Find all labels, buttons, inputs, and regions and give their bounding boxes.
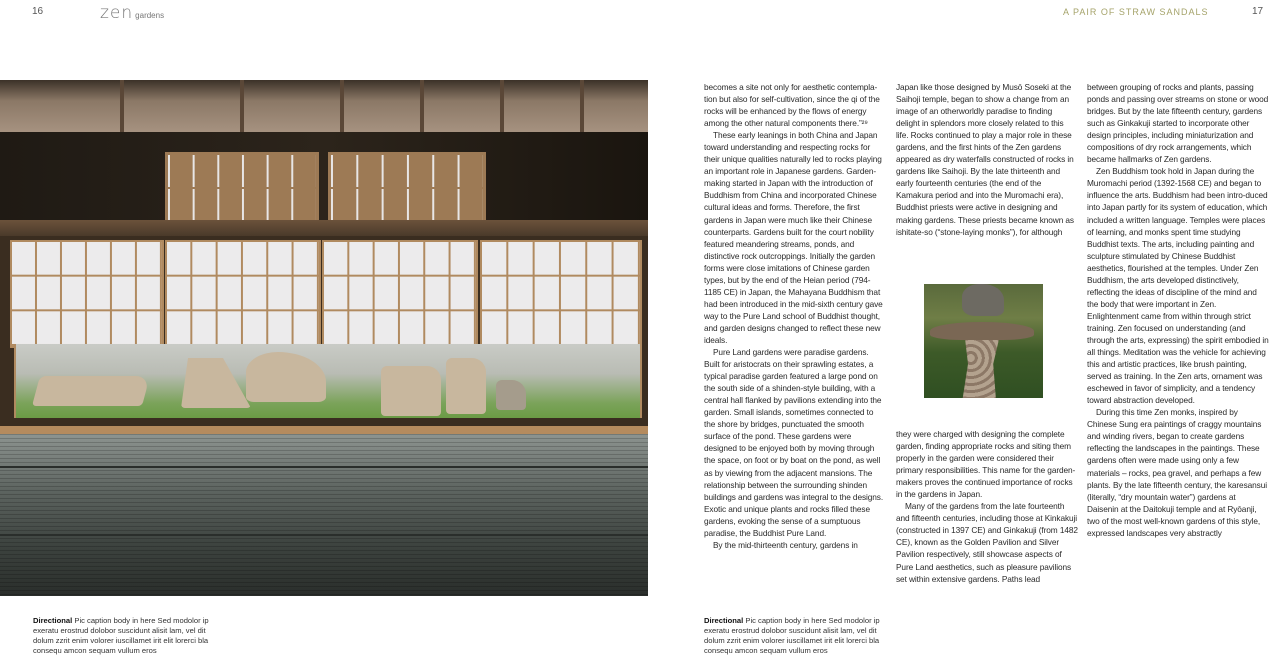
paragraph: Pure Land gardens were paradise gardens. Built for aristocrats on their sprawling estates, a typical paradise garden featured a large pond on the south side of a shinden-style building, with a central hall flanked by pavilions extending into the garden. Small islands, sometimes connected to the shore by bridges, punctuated the smooth surface of the pond. These gardens were designed to be enjoyed both by moving through the space, on foot or by boat on the pond, as well as by viewing from the adjacent mansions. The relationship between the surrounding shinden buildings and gardens was integral to the designs. Exotic and unique plants and rocks filled these gardens, evoking the sense of a sumptuous paradise, the Buddhist Pure Land. (704, 347, 884, 538)
tatami-seam (0, 466, 648, 468)
caption-body: Pic caption body in here Sed modolor ip exeratu erostrud dolobor suscidunt alisit lam, vel dit dolum zzrit enim volorer iuscillamet irit elit lorerci bla consequ amcon sequam vullum eros (704, 616, 880, 655)
page-number-right: 17 (1252, 6, 1264, 17)
paragraph: Zen Buddhism took hold in Japan during the Muromachi period (1392-1568 CE) and began to influence the arts. Buddhism had been intro-duced into Japan partly for its system of education, which included a written language. Temples were places of learning, and monks spent time studying Buddhist texts. The arts, including painting and sculpture stimulated by Chinese Buddhist aesthetics, flourished at the temples. Under Zen Buddhism, the arts developed distinctively, reflecting the ideas of discipline of the mind and the body that were important in Zen. Enlightenment came from within through strict training. Zen focused on understanding (and through the arts, expressing) the spirit embodied in all things. Meditation was the vehicle for achieving this and artistic practices, like brush painting, served as training. In the Zen arts, ornament was eschewed in favor of simplicity, and a tendency toward abstraction developed. (1087, 166, 1269, 406)
ceiling-beam (240, 80, 244, 132)
shoji-panel (480, 240, 642, 348)
shoji-panel (10, 240, 164, 348)
garden-rock (246, 352, 326, 402)
shoji-panel (322, 240, 478, 348)
photo-ceiling (0, 80, 648, 132)
garden-rock (446, 358, 486, 414)
brand-zen: zen (100, 3, 134, 23)
shoji-panel (165, 240, 321, 348)
text-column-3 (1087, 81, 1269, 539)
window-sill (0, 426, 648, 434)
photo-upper-wall (0, 132, 648, 232)
tatami-seam (0, 534, 648, 536)
inset-stone-bridge (930, 322, 1034, 340)
paragraph: Japan like those designed by Musō Soseki at the Saihoji temple, began to show a change from an image of an otherworldly paradise to finding delight in splendors more closely related to this life. Rocks continued to play a major role in these gardens, and the first hints of the Zen gardens appeared as dry waterfalls constructed of rocks in gardens like Saihoji. By the late thirteenth and early fourteenth centuries (the end of the Kamakura period and into the Muromachi era), Buddhist priests were active in designing and making gardens. These priests became known as ishitate-so (“stone-laying monks”), for although (896, 82, 1074, 237)
paragraph: These early leanings in both China and Japan toward understanding and respecting rocks for their unique qualities naturally led to rocks playing an important role in Japanese gardens. Garden-making started in Japan with the introduction of Buddhism from China and incorporated Chinese cultural ideas and forms. Therefore, the first gardens in Japan were much like their Chinese counterparts. Gardens built for the court nobility featured meandering streams, ponds, and distinctive rock outcroppings. Initially the garden forms were close imitations of Chinese garden types, but by the end of the Heian period (794-1185 CE) in Japan, the Mahayana Buddhism that had been introduced in the mid-sixth century gave way to the Pure Land school of Buddhist thought, and garden designs changed to reflect these new ideals. (704, 130, 883, 345)
paragraph: By the mid-thirteenth century, gardens in (713, 539, 858, 550)
garden-rock (32, 376, 150, 406)
garden-rock (181, 358, 251, 408)
courtyard-garden (14, 344, 642, 418)
paragraph: During this time Zen monks, inspired by Chinese Sung era paintings of craggy mountains and winding rivers, began to create gardens reflecting the landscapes in the paintings. These gardens often were made using only a few materials – rocks, pea gravel, and perhaps a few plants. By the late fifteenth century, the karesansui (literally, “dry mountain water”) gardens at Daisenin at the Daitokuji temple and at Ryōanji, two of the most well-known gardens of this style, expressed landscapes very abstractly (1087, 407, 1267, 538)
paragraph: between grouping of rocks and plants, passing ponds and passing over streams on stone or wood bridges. But by the late fifteenth century, gardens such as Ginkakuji started to incorporate other design principles, including miniaturization and compositions of dry rock arrangements, which became hallmarks of Zen gardens. (1087, 82, 1269, 165)
text-column-2-bottom (896, 428, 1078, 585)
transom-window (328, 152, 486, 224)
inset-photo (924, 284, 1043, 398)
brand-wordmark (100, 3, 164, 23)
ceiling-beam (580, 80, 584, 132)
garden-rock (381, 366, 441, 416)
paragraph: becomes a site not only for aesthetic contempla-tion but also for self-cultivation, since the qi of the rocks will be enhanced by the flows of energy among the other natural components there.”²⁹ (704, 82, 880, 129)
brand-subtitle: gardens (135, 11, 165, 20)
inset-pebble-stream (954, 340, 1010, 398)
transom-window (165, 152, 319, 224)
ceiling-beam (340, 80, 344, 132)
caption-body: Pic caption body in here Sed modolor ip exeratu erostrud dolobor suscidunt alisit lam, vel dit dolum zzrit enim volorer iuscillamet irit elit lorerci bla consequ amcon sequam vullum eros (33, 616, 209, 655)
shoji-row (0, 236, 648, 426)
ceiling-beam (420, 80, 424, 132)
text-column-1 (704, 81, 886, 551)
ceiling-beam (500, 80, 504, 132)
running-head: A PAIR OF STRAW SANDALS (1063, 7, 1209, 17)
photo-caption-left (33, 616, 223, 656)
paragraph: Many of the gardens from the late fourteenth and fifteenth centuries, including those at Kinkakuji (constructed in 1397 CE) and Ginkakuji (from 1482 CE), known as the Golden Pavilion and Silver Pavilion respectively, still showcase aspects of Pure Land aesthetics, such as pleasure pavilions set within extensive gardens. Paths lead (896, 501, 1078, 584)
caption-label: Directional (33, 616, 73, 625)
page-number-left: 16 (32, 6, 44, 17)
caption-label: Directional (704, 616, 744, 625)
garden-rock (496, 380, 526, 410)
photo-lintel (0, 220, 648, 236)
ceiling-beam (120, 80, 124, 132)
paragraph: they were charged with designing the complete garden, finding appropriate rocks and siting them properly in the garden were considered their primary responsibilities. This name for the garden-makers proves the continued importance of rocks in the gardens in Japan. (896, 429, 1076, 500)
inset-rock (962, 284, 1004, 316)
tatami-floor (0, 434, 648, 596)
text-column-2-top (896, 81, 1078, 238)
main-photo (0, 80, 648, 596)
photo-caption-right (704, 616, 894, 656)
